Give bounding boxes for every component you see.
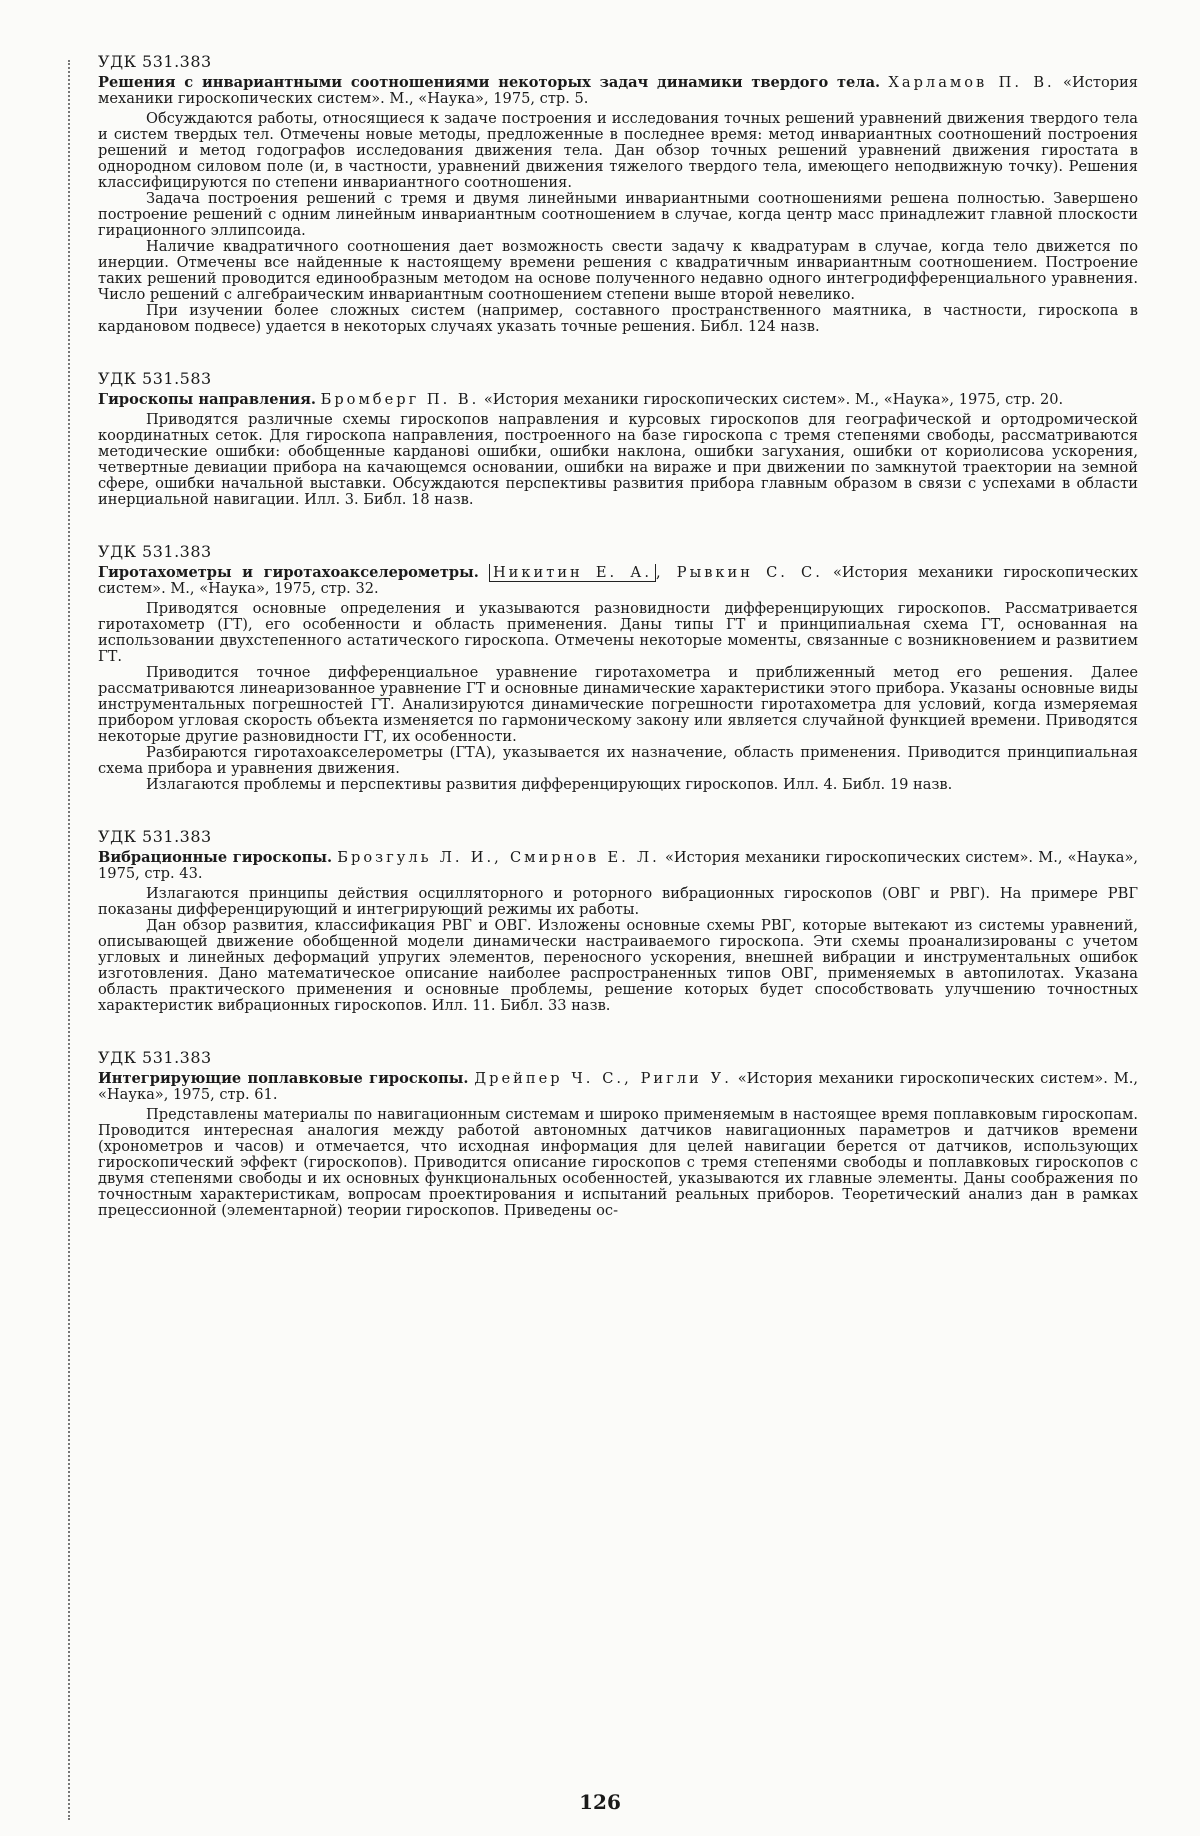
udc-code: УДК 531.383: [98, 542, 212, 561]
entry-title: Интегрирующие поплавковые гироскопы.: [98, 1070, 469, 1087]
entry-heading: [98, 1071, 1138, 1103]
abstract-paragraph: Представлены материалы по навигационным системам и широко применяемым в настоящее время поплавковым гироскопам. Проводится интересная аналогия между работой автономных датчиков навигационных параметров и датчиков времени (хронометров и часов) и отмечается, что исходная информация для целей навигации берется от датчиков, использующих гироскопический эффект (гироскопов). Приводится описание гироскопов с тремя степенями свободы и поплавковых гироскопов с двумя степенями свободы и их основных функциональных особенностей, указываются их главные элементы. Даны соображения по точностным характеристикам, вопросам проектирования и испытаний реальных приборов. Теоретический анализ дан в рамках прецессионной (элементарной) теории гироскопов. Приведены ос-: [98, 1106, 1138, 1219]
abstract-paragraph: Задача построения решений с тремя и двумя линейными инвариантными соотношениями решена полностью. Завершено построение решений с одним линейным инвариантным соотношением в случае, когда центр масс принадлежит главной плоскости гирационного эллипсоида.: [98, 190, 1138, 239]
entry-title: Гироскопы направления.: [98, 391, 316, 408]
abstract-paragraph: Излагаются принципы действия осцилляторного и роторного вибрационных гироскопов (ОВГ и РВГ). На примере РВГ показаны дифференцирующий и интегрирующий режимы их работы.: [98, 885, 1138, 918]
abstract-paragraph: Приводятся основные определения и указываются разновидности дифференцирующих гироскопов. Рассматривается гиротахометр (ГТ), его особенности и область применения. Даны типы ГТ и принципиальная схема ГТ, основанная на использовании двухстепенного астатического гироскопа. Отмечены некоторые моменты, связанные с возникновением и развитием ГТ.: [98, 600, 1138, 665]
entry-source: «История механики гироскопических систем». М., «Наука», 1975, стр. 43.: [98, 849, 1139, 882]
entry-heading: [98, 392, 1138, 408]
abstract-paragraph: Дан обзор развития, классификация РВГ и ОВГ. Изложены основные схемы РВГ, которые вытекают из системы уравнений, описывающей движение обобщенной модели динамически настраиваемого гироскопа. Эти схемы проанализированы с учетом угловых и линейных деформаций упругих элементов, переносного ускорения, внешней вибрации и инструментальных ошибок изготовления. Дано математическое описание наиболее распространенных типов ОВГ, применяемых в автопилотах. Указана область практического применения и основные проблемы, решение которых будет способствовать улучшению точностных характеристик вибрационных гироскопов. Илл. 11. Библ. 33 назв.: [98, 917, 1138, 1014]
entry-title: Вибрационные гироскопы.: [98, 849, 333, 866]
entry-heading: [98, 565, 1138, 597]
abstract-paragraph: Разбираются гиротахоакселерометры (ГТА), указывается их назначение, область применения. Приводится принципиальная схема прибора и уравнения движения.: [98, 744, 1138, 777]
entry-source: «История механики гироскопических систем». М., «Наука», 1975, стр. 5.: [98, 74, 1139, 107]
abstract-paragraph: При изучении более сложных систем (например, составного пространственного маятника, в частности, гироскопа в кардановом подвесе) удается в некоторых случаях указать точные решения. Библ. 124 назв.: [98, 302, 1138, 335]
entry-authors: Брозгуль Л. И., Смирнов Е. Л.: [337, 849, 660, 866]
abstract-paragraph: Наличие квадратичного соотношения дает возможность свести задачу к квадратурам в случае, когда тело движется по инерции. Отмечены все найденные к настоящему времени решения с квадратичным инвариантным соотношением. Построение таких решений проводится единообразным методом на основе полученного недавно одного интегродифференциального уравнения. Число решений с алгебраическим инвариантным соотношением степени выше второй невелико.: [98, 238, 1138, 303]
udc-code: УДК 531.583: [98, 369, 212, 388]
abstract-entry: [98, 1048, 1138, 1219]
page-number: 126: [579, 1790, 621, 1814]
abstract-entry: [98, 542, 1138, 793]
abstract-paragraph: Приводятся различные схемы гироскопов направления и курсовых гироскопов для географической и ортодромической координатных сеток. Для гироскопа направления, построенного на базе гироскопа с тремя степенями свободы, рассматриваются методические ошибки: обобщенные карданові ошибки, ошибки наклона, ошибки загухания, ошибки от кориолисова ускорения, четвертные девиации прибора на качающемся основании, ошибки на вираже и при движении по замкнутой траектории на земной сфере, ошибки начальной выставки. Обсуждаются перспективы развития прибора главным образом в связи с успехами в области инерциальной навигации. Илл. 3. Библ. 18 назв.: [98, 411, 1138, 508]
abstract-entry: [98, 52, 1138, 335]
entry-authors: Харламов П. В.: [888, 74, 1055, 91]
entry-source: «История механики гироскопических систем». М., «Наука», 1975, стр. 20.: [483, 391, 1064, 408]
abstract-paragraph: Приводится точное дифференциальное уравнение гиротахометра и приближенный метод его решения. Далее рассматриваются линеаризованное уравнение ГТ и основные динамические характеристики этого прибора. Указаны основные виды инструментальных погрешностей ГТ. Анализируются динамические погрешности гиротахометра для условий, когда измеряемая прибором угловая скорость объекта изменяется по гармоническому закону или является случайной функцией времени. Приводятся некоторые другие разновидности ГТ, их особенности.: [98, 664, 1138, 745]
entry-authors-second: , Рывкин С. С.: [656, 564, 823, 581]
entry-authors: Дрейпер Ч. С., Ригли У.: [474, 1070, 732, 1087]
abstract-paragraph: Излагаются проблемы и перспективы развития дифференцирующих гироскопов. Илл. 4. Библ. 19 назв.: [146, 776, 953, 793]
entry-heading: [98, 75, 1138, 107]
entry-title: Гиротахометры и гиротахоакселерометры.: [98, 564, 479, 581]
entry-title: Решения с инвариантными соотношениями некоторых задач динамики твердого тела.: [98, 74, 881, 91]
udc-code: УДК 531.383: [98, 52, 212, 71]
abstract-entry: [98, 827, 1138, 1014]
entry-source: «История механики гироскопических систем». М., «Наука», 1975, стр. 61.: [98, 1070, 1138, 1103]
abstract-paragraph: Обсуждаются работы, относящиеся к задаче построения и исследования точных решений уравнений движения твердого тела и систем твердых тел. Отмечены новые методы, предложенные в последнее время: метод инвариантных соотношений построения решений и метод годографов исследования движения тела. Дан обзор точных решений уравнений движения гиростата в однородном силовом поле (и, в частности, уравнений движения тяжелого твердого тела, имеющего неподвижную точку). Решения классифицируются по степени инвариантного соотношения.: [98, 110, 1138, 191]
entry-authors-boxed: Никитин Е. А.: [489, 564, 656, 582]
entry-heading: [98, 850, 1138, 882]
udc-code: УДК 531.383: [98, 1048, 212, 1067]
margin-dotted-line: [68, 60, 76, 1820]
entry-authors: Бромберг П. В.: [320, 391, 480, 408]
abstract-entry: [98, 369, 1138, 508]
document-page: [98, 52, 1138, 1253]
udc-code: УДК 531.383: [98, 827, 212, 846]
entry-source: «История механики гироскопических систем». М., «Наука», 1975, стр. 32.: [98, 564, 1138, 597]
